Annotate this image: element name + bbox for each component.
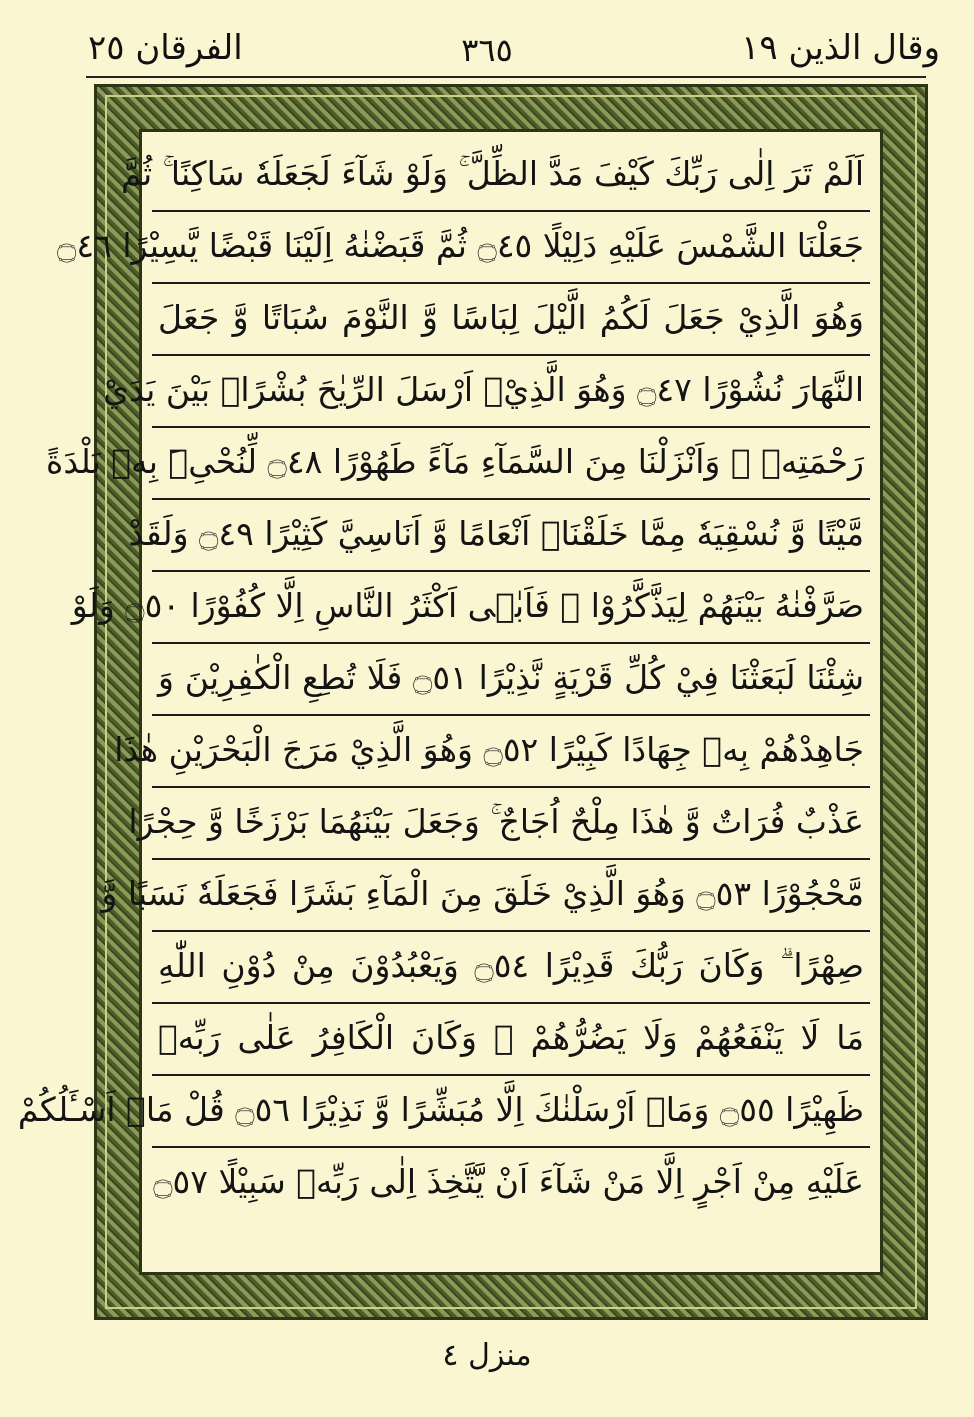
decorative-border [17,84,928,1320]
verse-line: وَهُوَ الَّذِيْ جَعَلَ لَكُمُ الَّيْلَ لِبَاسًا وَّ النَّوْمَ سُبَاتًا وَّ جَعَلَ [152,284,870,356]
verse-line: عَلَيْهِ مِنْ اَجْرٍ اِلَّا مَنْ شَآءَ اَنْ يَّتَّخِذَ اِلٰى رَبِّهٖ سَبِيْلًا ۝٥٧ [153,1162,864,1201]
verse-line: شِئْنَا لَبَعَثْنَا فِيْ كُلِّ قَرْيَةٍ نَّذِيْرًا ۝٥١ فَلَا تُطِعِ الْكٰفِرِيْنَ وَ [152,644,870,716]
verse-lines [17,140,870,1264]
juz-title: وقال الذين ١٩ [741,28,940,68]
verse-line: النَّهَارَ نُشُوْرًا ۝٤٧ وَهُوَ الَّذِيْۤ اَرْسَلَ الرِّيٰحَ بُشْرًاۢ بَيْنَ يَدَيْ [152,356,870,428]
text-area [17,129,883,1275]
manzil-label: منزل ٤ [442,1338,532,1373]
header-divider [86,76,926,78]
verse-line: اَلَمْ تَرَ اِلٰى رَبِّكَ كَيْفَ مَدَّ الظِّلَّ ۚ وَلَوْ شَآءَ لَجَعَلَهٗ سَاكِنًا ۚ ثُمَّ [152,140,870,212]
verse-line: رَحْمَتِهٖ ۚ وَاَنْزَلْنَا مِنَ السَّمَآءِ مَآءً طَهُوْرًا ۝٤٨ لِّنُحْیِۦَ بِهٖ بَلْدَةً [152,428,870,500]
page-header [0,0,974,88]
verse-line: مَّيْتًا وَّ نُسْقِيَهٗ مِمَّا خَلَقْنَاۤ اَنْعَامًا وَّ اَنَاسِيَّ كَثِيْرًا ۝٤٩ وَلَقَدْ [152,500,870,572]
surah-title: الفرقان ٢٥ [88,28,243,68]
verse-line: مَا لَا يَنْفَعُهُمْ وَلَا يَضُرُّهُمْ ۗ وَكَانَ الْكَافِرُ عَلٰى رَبِّهٖ [152,1004,870,1076]
verse-line: مَّحْجُوْرًا ۝٥٣ وَهُوَ الَّذِيْ خَلَقَ مِنَ الْمَآءِ بَشَرًا فَجَعَلَهٗ نَسَبًا وَّ [152,860,870,932]
verse-line: عَذْبٌ فُرَاتٌ وَّ هٰذَا مِلْحٌ اُجَاجٌ ۚ وَجَعَلَ بَيْنَهُمَا بَرْزَخًا وَّ حِجْرًا [152,788,870,860]
verse-line: جَاهِدْهُمْ بِهٖ جِهَادًا كَبِيْرًا ۝٥٢ وَهُوَ الَّذِيْ مَرَجَ الْبَحْرَيْنِ هٰذَا [152,716,870,788]
verse-line: جَعَلْنَا الشَّمْسَ عَلَيْهِ دَلِيْلًا ۝٤٥ ثُمَّ قَبَضْنٰهُ اِلَيْنَا قَبْضًا يَّسِيْرًا ۝٤٦ [152,212,870,284]
verse-line: ظَهِيْرًا ۝٥٥ وَمَاۤ اَرْسَلْنٰكَ اِلَّا مُبَشِّرًا وَّ نَذِيْرًا ۝٥٦ قُلْ مَاۤ اَسْـَٔلُكُمْ [152,1076,870,1148]
verse-line: صِهْرًا ۗ وَكَانَ رَبُّكَ قَدِيْرًا ۝٥٤ وَيَعْبُدُوْنَ مِنْ دُوْنِ اللّٰهِ [152,932,870,1004]
page-number: ٣٦٥ [461,31,513,69]
verse-line: صَرَّفْنٰهُ بَيْنَهُمْ لِيَذَّكَّرُوْا ۖ فَاَبٰۤى اَكْثَرُ النَّاسِ اِلَّا كُفُوْرًا ۝٥٠ وَلَوْ [152,572,870,644]
